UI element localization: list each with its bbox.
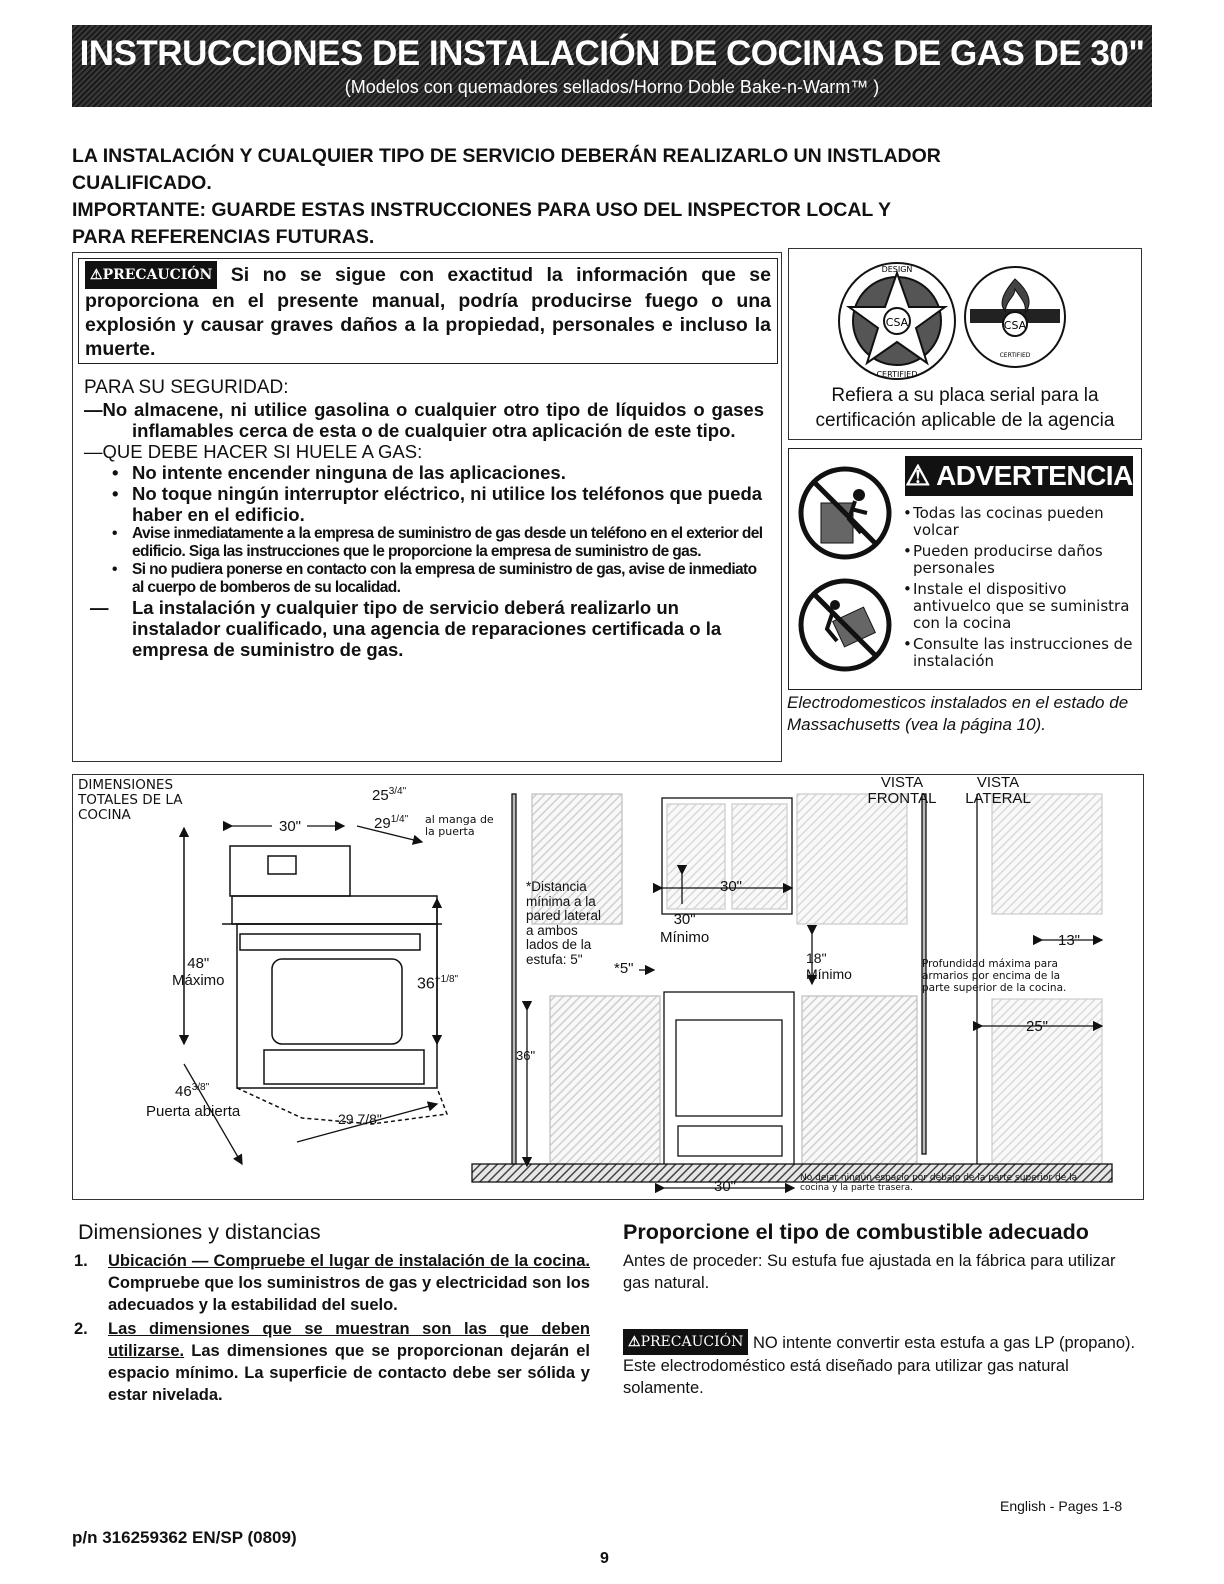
csa-flame-logo — [965, 267, 1065, 367]
warning-item: • Consulte las instrucciones de instalación — [903, 635, 1133, 670]
intro-line: LA INSTALACIÓN Y CUALQUIER TIPO DE SERVICIO DEBERÁN REALIZARLO UN INSTLADOR — [72, 145, 941, 167]
gap-note: No dejar ningún espacio por debajo de la parte superior de la cocina y la parte trasera. — [800, 1173, 1078, 1193]
oven-window — [272, 959, 402, 1044]
safety-bullet: • Avise inmediatamente a la empresa de suministro de gas desde un teléfono en el exterior del edificio. Siga las instrucciones que le proporcione la empresa de suministro de gas. — [112, 525, 763, 560]
front-view-label: VISTA FRONTAL — [867, 774, 937, 807]
no-climbing-icon — [801, 469, 889, 557]
dim-label: 29 7/8" — [338, 1111, 382, 1127]
certification-box — [788, 248, 1142, 440]
dimensions-list — [72, 1250, 590, 1406]
massachusetts-note: Electrodomesticos instalados en el estado de Massachusetts (vea la página 10). — [787, 693, 1129, 734]
title-banner — [72, 25, 1152, 107]
range-body — [237, 924, 437, 1088]
warning-triangle-icon: ⚠ — [90, 267, 103, 283]
dim-label: 30" — [720, 878, 743, 895]
caution-badge: ⚠PRECAUCIÓN — [85, 261, 217, 289]
safety-item: — La instalación y cualquier tipo de servicio deberá realizarlo un instalador cualificado, una agencia de reparaciones certificada o la empresa de suministro de gas. — [90, 597, 722, 660]
safety-section — [84, 377, 764, 660]
pages-note: English - Pages 1-8 — [1000, 1498, 1123, 1514]
dim-note: al manga de la puerta — [425, 813, 494, 838]
svg-text:CERTIFIED: CERTIFIED — [999, 352, 1031, 359]
warning-list — [903, 505, 1139, 670]
dim-label: 30" — [714, 1178, 737, 1195]
dim-label: 30" Mínimo — [660, 911, 710, 946]
dim-label: 36" — [516, 1048, 536, 1063]
page-title: INSTRUCCIONES DE INSTALACIÓN DE COCINAS DE GAS DE 30" — [79, 34, 1145, 73]
warning-banner: ⚠ ADVERTENCIA — [905, 456, 1133, 496]
safety-bullet: • No toque ningún interruptor eléctrico, ni utilice los teléfonos que pueda haber en el edificio. — [112, 483, 763, 525]
dim-label: $25^{3/4"}$ — [372, 786, 407, 804]
intro-line: PARA REFERENCIAS FUTURAS. — [72, 226, 375, 248]
page-subtitle: (Modelos con quemadores sellados/Horno Doble Bake-n-Warm™ ) — [344, 77, 880, 97]
intro-line: CUALIFICADO. — [72, 172, 212, 194]
list-item: 2. Las dimensiones que se muestran son las que deben utilizarse. Las dimensiones que se proporcionan dejarán el espacio mínimo. La superficie de contacto debe ser sólida y estar nivelada. — [74, 1320, 590, 1404]
intro-block — [72, 143, 1152, 251]
oven-handle — [240, 934, 420, 950]
dim-label: $46^{3/8"}$ — [175, 1082, 210, 1100]
dim-label: 18" Mínimo — [806, 950, 852, 982]
caution-box — [78, 258, 778, 364]
safety-bullet: • Si no pudiera ponerse en contacto con la empresa de suministro de gas, avise de inmediato al cuerpo de bomberos de su localidad. — [112, 561, 757, 596]
dim-label: *5" — [614, 960, 634, 977]
certification-logos — [837, 259, 1067, 389]
warning-triangle-icon: ⚠ — [905, 460, 930, 491]
dimensions-box-title: DIMENSIONES TOTALES DE LA COCINA — [78, 777, 183, 823]
dim-label: 25" — [1026, 1018, 1049, 1035]
flame-icon — [1002, 279, 1029, 313]
section-title: Proporcione el tipo de combustible adecuado — [623, 1220, 1089, 1244]
list-item: 1. Ubicación — Compruebe el lugar de instalación de la cocina. Compruebe que los suministros de gas y electricidad son los adecuados y la estabilidad del suelo. — [74, 1252, 590, 1314]
svg-text:CSA: CSA — [885, 316, 909, 329]
svg-text:DESIGN: DESIGN — [881, 265, 913, 274]
cooktop — [232, 896, 437, 924]
dim-label: 48" Máximo — [172, 955, 225, 989]
warning-item: • Pueden producirse daños personales — [903, 542, 1103, 577]
warning-item: • Instale el dispositivo antivuelco que se suministra con la cocina — [903, 580, 1130, 632]
caution-text: Si no se sigue con exactitud la información que se proporciona en el presente manual, podría producirse fuego o una explosión y causar graves daños a la propiedad, personales e incluso la muerte. — [85, 264, 771, 360]
side-view-label: VISTA LATERAL — [965, 774, 1031, 807]
section-title: Dimensiones y distancias — [78, 1220, 321, 1244]
certification-caption: Refiera a su placa serial para la certificación aplicable de la agencia — [815, 385, 1115, 431]
no-tipping-icon — [801, 581, 889, 669]
dim-label: $29^{1/4"}$ — [374, 814, 409, 832]
intro-line: IMPORTANTE: GUARDE ESTAS INSTRUCCIONES PARA USO DEL INSPECTOR LOCAL Y — [72, 199, 892, 221]
dim-label: 13" — [1058, 932, 1081, 949]
safety-item: —No almacene, ni utilice gasolina o cualquier otro tipo de líquidos o gases inflamables cerca de esta o de cualquier otra aplicación de este tipo. — [84, 399, 764, 441]
fuel-paragraph: Antes de proceder: Su estufa fue ajustada en la fábrica para utilizar gas natural. — [623, 1252, 1116, 1292]
caution-badge: ⚠PRECAUCIÓN — [623, 1329, 748, 1355]
design-certified-logo — [839, 263, 955, 379]
page-number: 9 — [600, 1550, 609, 1567]
range-side-drawing — [222, 846, 447, 1124]
tip-over-icons — [797, 463, 897, 678]
warning-triangle-icon: ⚠ — [628, 1334, 641, 1350]
svg-text:CERTIFIED: CERTIFIED — [876, 370, 918, 379]
safety-item: —QUE DEBE HACER SI HUELE A GAS: — [84, 441, 423, 462]
safety-heading: PARA SU SEGURIDAD: — [84, 377, 289, 398]
backguard — [230, 846, 350, 896]
cabinet-depth-note: Profundidad máxima para armarios por encima de la parte superior de la cocina. — [922, 958, 1067, 994]
fuel-caution: ⚠PRECAUCIÓN NO intente convertir esta estufa a gas LP (propano). Este electrodoméstico está diseñado para utilizar gas natural solamente. — [623, 1329, 1143, 1399]
safety-bullet: • No intente encender ninguna de las aplicaciones. — [112, 462, 566, 483]
svg-text:CSA: CSA — [1003, 319, 1027, 332]
part-number: p/n 316259362 EN/SP (0809) — [72, 1528, 297, 1547]
dim-label: $36^{+1/8"}$ — [417, 974, 459, 993]
side-clearance-note: *Distancia mínima a la pared lateral a ambos lados de la estufa: 5" — [526, 879, 602, 967]
warning-item: • Todas las cocinas pueden volcar — [903, 504, 1104, 539]
warmer-drawer — [264, 1050, 424, 1084]
dim-label: Puerta abierta — [146, 1103, 241, 1120]
dim-label: 30" — [279, 818, 302, 835]
